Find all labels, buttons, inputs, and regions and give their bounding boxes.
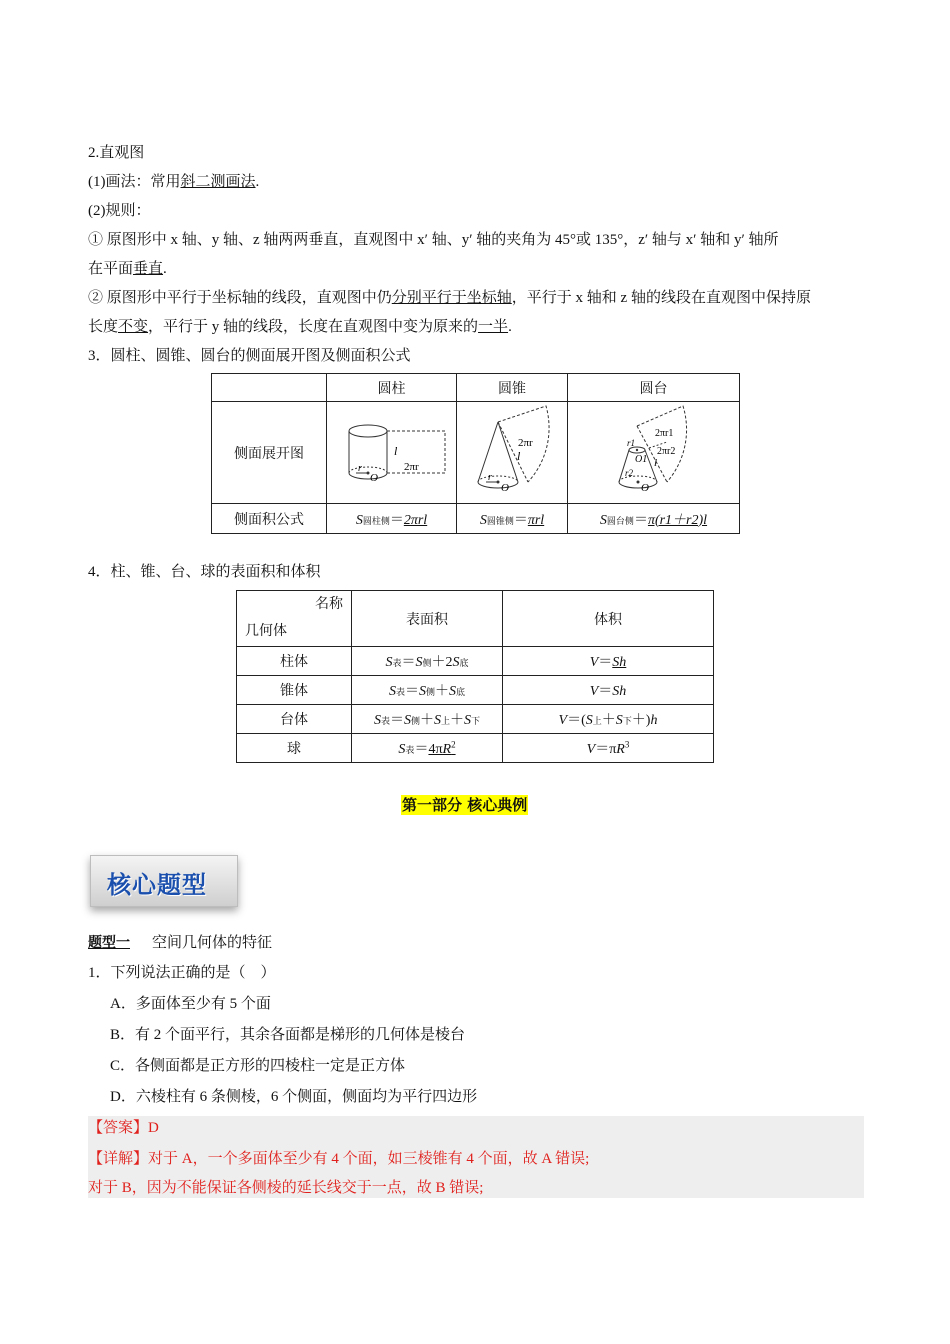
rule2-line1: ② 原图形中平行于坐标轴的线段，直观图中仍分别平行于坐标轴，平行于 x 轴和 z 轴的线段在直观图中保持原 (88, 290, 811, 306)
cone-r-label: r (488, 472, 492, 483)
question-type-label: 题型一 (88, 935, 130, 951)
option-c: C．各侧面都是正方形的四棱柱一定是正方体 (110, 1058, 406, 1074)
question-type (88, 932, 272, 954)
fr-O-label: O (640, 482, 649, 494)
part-title: 第一部分 核心典例 (402, 796, 528, 814)
row-frustum-name: 台体 (237, 705, 352, 734)
corner-top-label: 名称 (315, 597, 343, 612)
surface-volume-table (236, 590, 714, 763)
row-pyramid-surface: S表＝S侧＋S底 (352, 676, 503, 705)
table4-corner (237, 591, 352, 647)
cone-formula: S圆锥侧＝πrl (457, 504, 568, 534)
detail-line2: 对于 B，因为不能保证各侧棱的延长线交于一点，故 B 错误; (88, 1180, 484, 1196)
option-d: D．六棱柱有 6 条侧棱，6 个侧面，侧面均为平行四边形 (110, 1089, 478, 1105)
detail-tag: 【详解】 (88, 1151, 149, 1167)
row-prism-surface: S表＝S侧＋2S底 (352, 647, 503, 676)
cone-development-cell (457, 402, 568, 504)
row-prism-name: 柱体 (237, 647, 352, 676)
row-sphere-surface: S表$=4\pi R^2$ (352, 734, 503, 763)
fr-2pir2-label: 2πr2 (656, 446, 675, 457)
cylinder-development-cell (327, 402, 457, 504)
rule2-line2: 长度不变，平行于 y 轴的线段，长度在直观图中变为原来的一半. (88, 319, 512, 335)
row-label-development: 侧面展开图 (212, 402, 327, 504)
row-pyramid-volume: V＝Sh (503, 676, 714, 705)
frustum-development-diagram (599, 402, 709, 498)
section2-title: 2.直观图 (88, 145, 145, 161)
row-pyramid-name: 锥体 (237, 676, 352, 705)
answer-tag: 【答案】 (88, 1120, 149, 1136)
fr-2pir1-label: 2πr1 (654, 428, 673, 439)
header-cylinder: 圆柱 (327, 374, 457, 402)
cone-development-diagram (458, 402, 566, 498)
fr-l-label: l (653, 457, 657, 469)
header-cone: 圆锥 (457, 374, 568, 402)
cone-O-label: O (501, 482, 509, 494)
table3-corner (212, 374, 327, 402)
row-sphere-name: 球 (237, 734, 352, 763)
cylinder-formula: S圆柱侧＝2πrl (327, 504, 457, 534)
cylinder-development-diagram (332, 405, 452, 495)
header-frustum: 圆台 (568, 374, 740, 402)
header-surface: 表面积 (352, 591, 503, 647)
section4-title: 4．柱、锥、台、球的表面积和体积 (88, 564, 321, 580)
answer-line (88, 1117, 159, 1139)
rule1-line1: ① 原图形中 x 轴、y 轴、z 轴两两垂直，直观图中 x′ 轴、y′ 轴的夹角为 45°或 135°，z′ 轴与 x′ 轴和 y′ 轴所 (88, 232, 779, 248)
row-prism-volume: V＝Sh (503, 647, 714, 676)
fr-r1-label: r1 (626, 438, 635, 448)
row-sphere-volume: $V=\pi R^3$ (503, 734, 714, 763)
core-question-banner (90, 855, 238, 907)
cone-l-label: l (517, 449, 521, 463)
frustum-formula: S圆台侧＝π(r1＋r2)l (568, 504, 740, 534)
fr-r2-label: r2 (624, 468, 633, 478)
cyl-l-label: l (393, 444, 397, 458)
rules-title: (2)规则： (88, 203, 151, 219)
header-volume: 体积 (503, 591, 714, 647)
lateral-surface-table (211, 373, 740, 534)
option-a: A．多面体至少有 5 个面 (110, 996, 271, 1012)
row-label-formula: 侧面积公式 (212, 504, 327, 534)
method-line: (1)画法：常用斜二测画法. (88, 174, 260, 190)
cyl-r-label: r (357, 463, 362, 474)
question-type-title: 空间几何体的特征 (152, 935, 273, 951)
cyl-2pir-label: 2πr (403, 461, 419, 473)
answer-value: D (148, 1120, 159, 1136)
detail-line1: 【详解】对于 A，一个多面体至少有 4 个面，如三棱锥有 4 个面，故 A 错误; (88, 1151, 590, 1167)
cyl-O-label: O (369, 472, 378, 484)
option-b: B．有 2 个面平行，其余各面都是梯形的几何体是棱台 (110, 1027, 466, 1043)
section3-title: 3．圆柱、圆锥、圆台的侧面展开图及侧面积公式 (88, 348, 411, 364)
frustum-development-cell (568, 402, 740, 504)
fr-O1-label: O1 (634, 454, 647, 465)
row-frustum-volume: V＝(S上＋S下＋)h (503, 705, 714, 734)
method-term: 斜二测画法 (180, 174, 256, 190)
row-frustum-surface: S表＝S侧＋S上＋S下 (352, 705, 503, 734)
cone-2pir-label: 2πr (518, 437, 533, 449)
banner-text: 核心题型 (107, 871, 207, 899)
corner-bottom-label: 几何体 (245, 624, 287, 639)
rule1-line2: 在平面垂直. (88, 261, 167, 277)
question-stem: 1．下列说法正确的是（ ） (88, 965, 276, 981)
